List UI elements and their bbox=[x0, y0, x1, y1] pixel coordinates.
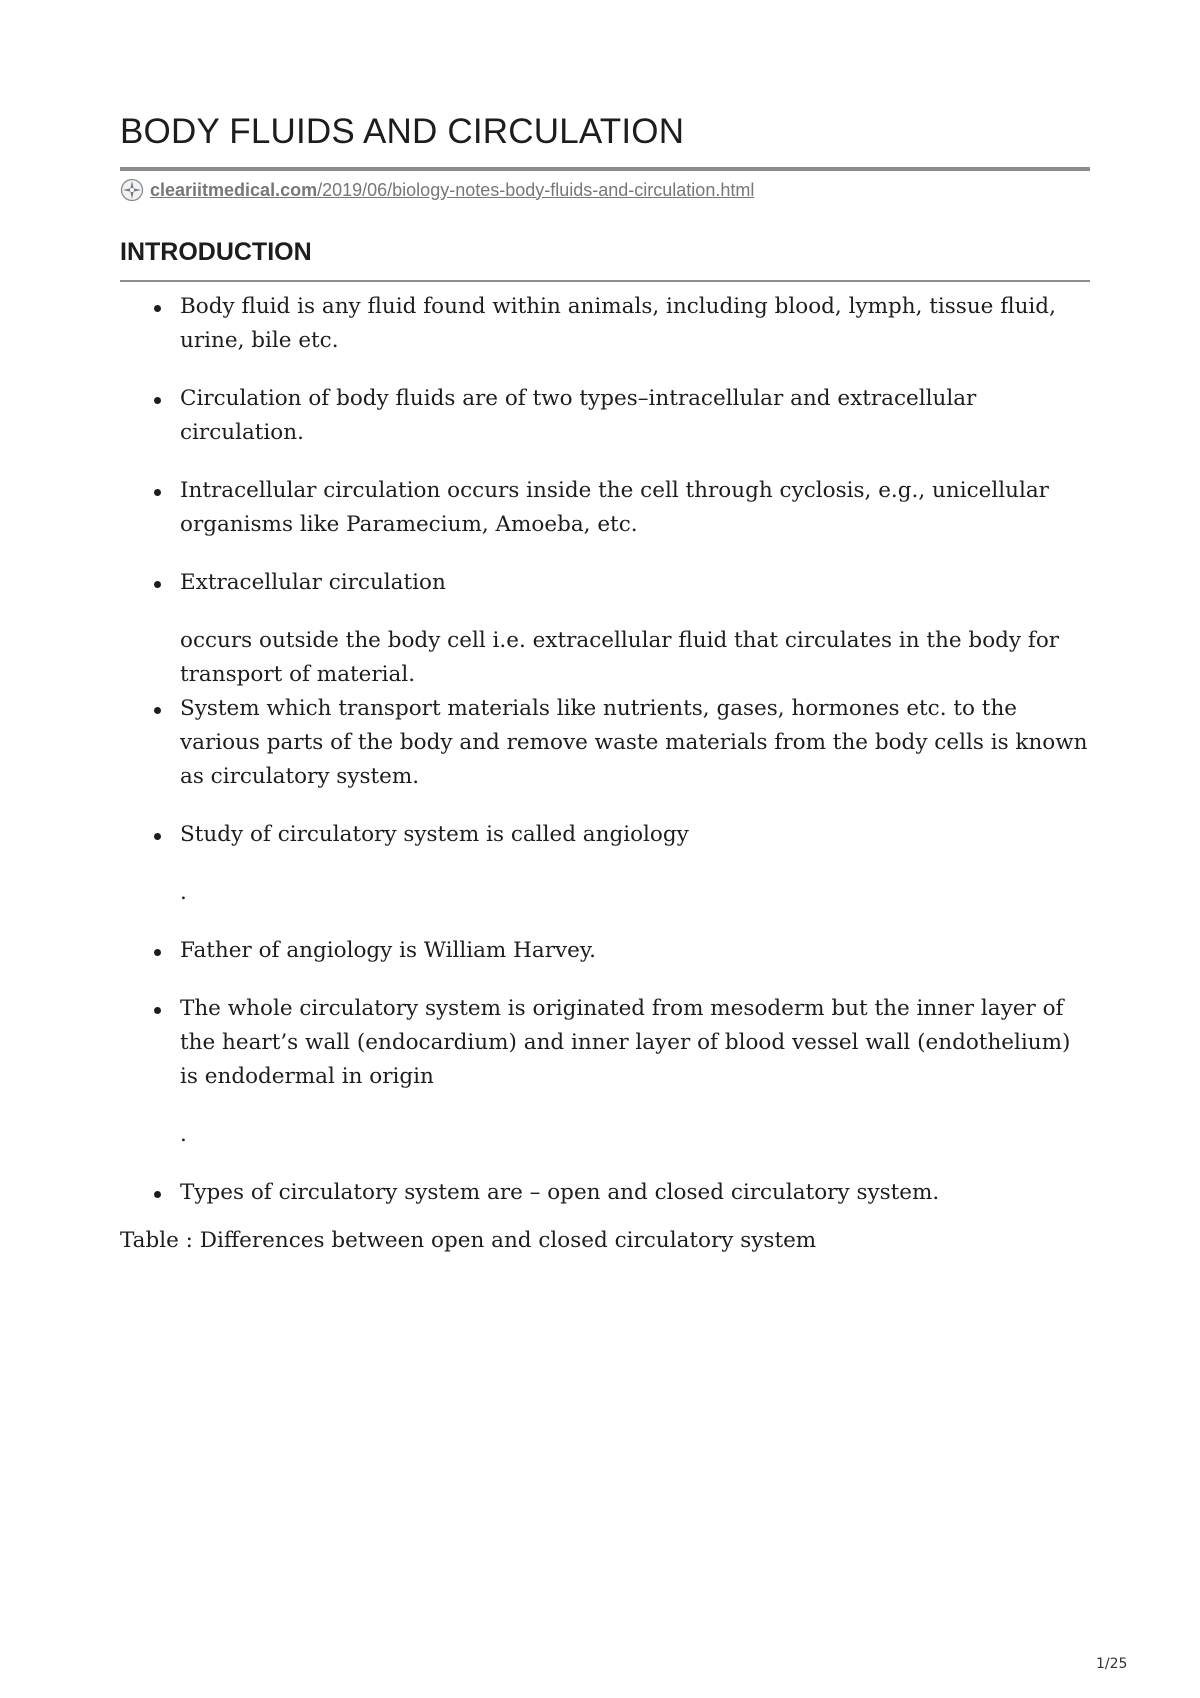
list-item-continuation: . bbox=[180, 880, 187, 905]
section-heading: INTRODUCTION bbox=[120, 238, 312, 266]
list-item: Circulation of body fluids are of two types–intracellular and extracellular circulation. bbox=[120, 382, 1090, 450]
globe-icon bbox=[120, 178, 144, 202]
intro-bullet-list bbox=[120, 290, 1090, 1234]
list-item: Types of circulatory system are – open and closed circulatory system. bbox=[120, 1176, 1090, 1210]
source-domain: cleariitmedical.com bbox=[150, 179, 318, 200]
section-divider bbox=[120, 280, 1090, 282]
source-line bbox=[120, 178, 754, 202]
list-item: Extracellular circulation occurs outside the body cell i.e. extracellular fluid that circulates in the body for transport of material. bbox=[120, 566, 1090, 692]
list-item: Study of circulatory system is called angiology . bbox=[120, 818, 1090, 910]
list-item: Father of angiology is William Harvey. bbox=[120, 934, 1090, 968]
source-url-link[interactable] bbox=[150, 180, 754, 201]
list-item: System which transport materials like nutrients, gases, hormones etc. to the various parts of the body and remove waste materials from the body cells is known as circulatory system. bbox=[120, 692, 1090, 794]
page-number: 1/25 bbox=[1096, 1656, 1128, 1672]
list-item-continuation: occurs outside the body cell i.e. extracellular fluid that circulates in the body for transport of material. bbox=[180, 628, 1060, 687]
source-path: /2019/06/biology-notes-body-fluids-and-circulation.html bbox=[317, 179, 755, 200]
list-item: Body fluid is any fluid found within animals, including blood, lymph, tissue fluid, urine, bile etc. bbox=[120, 290, 1090, 358]
list-item-continuation: . bbox=[180, 1122, 187, 1147]
title-divider bbox=[120, 167, 1090, 171]
table-caption: Table : Differences between open and closed circulatory system bbox=[120, 1228, 817, 1253]
list-item: Intracellular circulation occurs inside the cell through cyclosis, e.g., unicellular organisms like Paramecium, Amoeba, etc. bbox=[120, 474, 1090, 542]
page-title: BODY FLUIDS AND CIRCULATION bbox=[120, 112, 685, 151]
list-item: The whole circulatory system is originated from mesoderm but the inner layer of the heart’s wall (endocardium) and inner layer of blood vessel wall (endothelium) is endodermal in origin . bbox=[120, 992, 1090, 1152]
